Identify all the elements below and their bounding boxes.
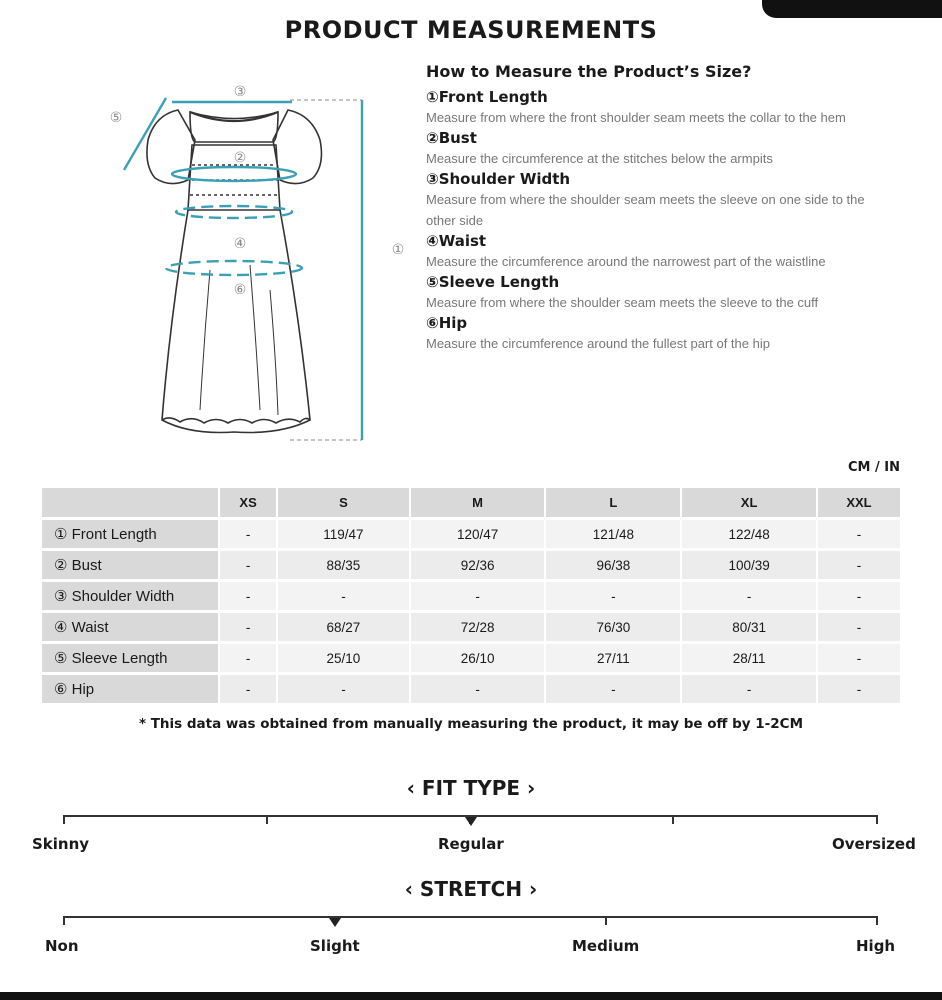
table-cell: 92/36 bbox=[411, 551, 545, 579]
guide-sleeve-title: ⑤Sleeve Length bbox=[426, 273, 560, 291]
table-cell: 122/48 bbox=[682, 520, 816, 548]
fit-scale-tick bbox=[876, 815, 878, 824]
table-cell: 72/28 bbox=[411, 613, 545, 641]
fit-label-oversized: Oversized bbox=[832, 835, 916, 853]
table-cell: 26/10 bbox=[411, 644, 545, 672]
table-cell: 120/47 bbox=[411, 520, 545, 548]
table-cell: - bbox=[682, 582, 816, 610]
table-header-cell: S bbox=[278, 488, 409, 517]
table-row bbox=[42, 520, 900, 548]
sleeve-length-line bbox=[124, 98, 166, 170]
fit-scale-tick bbox=[63, 815, 65, 824]
guide-front-length-desc: Measure from where the front shoulder seam meets the collar to the hem bbox=[426, 110, 846, 125]
table-header-cell bbox=[42, 488, 218, 517]
table-cell: - bbox=[818, 644, 900, 672]
guide-hip-desc: Measure the circumference around the fullest part of the hip bbox=[426, 336, 770, 351]
size-table bbox=[40, 485, 902, 706]
left-sleeve bbox=[147, 110, 195, 184]
guide-bust-title: ②Bust bbox=[426, 129, 477, 147]
stretch-title: ‹ STRETCH › bbox=[404, 877, 538, 901]
page-title: PRODUCT MEASUREMENTS bbox=[284, 16, 658, 44]
table-row bbox=[42, 675, 900, 703]
table-cell: - bbox=[682, 675, 816, 703]
right-sleeve bbox=[273, 110, 321, 184]
table-cell: 88/35 bbox=[278, 551, 409, 579]
table-cell: - bbox=[411, 675, 545, 703]
stretch-level-marker bbox=[329, 918, 341, 927]
table-row bbox=[42, 613, 900, 641]
stretch-label-high: High bbox=[856, 937, 896, 955]
stretch-scale-line bbox=[64, 916, 878, 918]
table-cell: - bbox=[546, 675, 680, 703]
row-label: ② Bust bbox=[42, 551, 218, 579]
table-header-cell: M bbox=[411, 488, 545, 517]
table-cell: - bbox=[220, 551, 276, 579]
stretch-scale-tick bbox=[876, 916, 878, 925]
stretch-label-medium: Medium bbox=[572, 937, 640, 955]
unit-label: CM / IN bbox=[848, 460, 900, 475]
waist-line bbox=[176, 206, 292, 218]
table-cell: - bbox=[818, 551, 900, 579]
table-cell: 100/39 bbox=[682, 551, 816, 579]
table-cell: 25/10 bbox=[278, 644, 409, 672]
table-cell: 27/11 bbox=[546, 644, 680, 672]
measurement-note: * This data was obtained from manually measuring the product, it may be off by 1-2CM bbox=[138, 716, 804, 732]
fit-label-skinny: Skinny bbox=[32, 835, 90, 853]
table-cell: - bbox=[220, 582, 276, 610]
table-cell: - bbox=[546, 582, 680, 610]
table-cell: - bbox=[278, 675, 409, 703]
guide-hip-title: ⑥Hip bbox=[426, 314, 468, 332]
table-header-row bbox=[42, 488, 900, 517]
table-header-cell: L bbox=[546, 488, 680, 517]
guide-heading: How to Measure the Product’s Size? bbox=[426, 62, 752, 81]
marker-5: ⑤ bbox=[109, 110, 123, 126]
fit-scale-tick bbox=[266, 815, 268, 824]
table-header-cell: XL bbox=[682, 488, 816, 517]
table-cell: 80/31 bbox=[682, 613, 816, 641]
table-cell: 28/11 bbox=[682, 644, 816, 672]
table-cell: - bbox=[818, 520, 900, 548]
table-cell: 96/38 bbox=[546, 551, 680, 579]
table-cell: - bbox=[278, 582, 409, 610]
table-header-cell: XXL bbox=[818, 488, 900, 517]
table-cell: 121/48 bbox=[546, 520, 680, 548]
table-cell: - bbox=[818, 613, 900, 641]
marker-2: ② bbox=[233, 150, 247, 166]
hip-line bbox=[166, 261, 302, 275]
dress-illustration bbox=[100, 70, 420, 450]
table-row bbox=[42, 551, 900, 579]
marker-3: ③ bbox=[233, 84, 247, 100]
guide-shoulder-desc: Measure from where the shoulder seam meets the sleeve on one side to the other side bbox=[426, 192, 865, 228]
table-cell: - bbox=[818, 582, 900, 610]
marker-6: ⑥ bbox=[233, 282, 247, 298]
table-row bbox=[42, 582, 900, 610]
guide-bust-desc: Measure the circumference at the stitches below the armpits bbox=[426, 151, 773, 166]
row-label: ④ Waist bbox=[42, 613, 218, 641]
row-label: ① Front Length bbox=[42, 520, 218, 548]
fit-type-title: ‹ FIT TYPE › bbox=[406, 776, 536, 800]
marker-4: ④ bbox=[233, 236, 247, 252]
table-cell: - bbox=[411, 582, 545, 610]
table-cell: - bbox=[220, 613, 276, 641]
table-cell: - bbox=[220, 520, 276, 548]
table-cell: - bbox=[220, 644, 276, 672]
guide-waist-title: ④Waist bbox=[426, 232, 487, 250]
fit-level-marker bbox=[465, 817, 477, 826]
guide-shoulder-title: ③Shoulder Width bbox=[426, 170, 571, 188]
row-label: ⑥ Hip bbox=[42, 675, 218, 703]
table-header-cell: XS bbox=[220, 488, 276, 517]
guide-waist-desc: Measure the circumference around the narrowest part of the waistline bbox=[426, 254, 826, 269]
table-cell: 68/27 bbox=[278, 613, 409, 641]
table-row bbox=[42, 644, 900, 672]
fit-scale-tick bbox=[672, 815, 674, 824]
stretch-scale-tick bbox=[63, 916, 65, 925]
measure-guide bbox=[426, 62, 866, 355]
guide-front-length-title: ①Front Length bbox=[426, 88, 548, 106]
fit-label-regular: Regular bbox=[438, 835, 504, 853]
stretch-label-non: Non bbox=[45, 937, 79, 955]
table-cell: 119/47 bbox=[278, 520, 409, 548]
bottom-bar bbox=[0, 992, 942, 1000]
row-label: ⑤ Sleeve Length bbox=[42, 644, 218, 672]
row-label: ③ Shoulder Width bbox=[42, 582, 218, 610]
guide-sleeve-desc: Measure from where the shoulder seam meets the sleeve to the cuff bbox=[426, 295, 819, 310]
table-cell: - bbox=[220, 675, 276, 703]
stretch-scale-tick bbox=[605, 916, 607, 925]
marker-1: ① bbox=[391, 242, 405, 258]
table-cell: 76/30 bbox=[546, 613, 680, 641]
table-cell: - bbox=[818, 675, 900, 703]
stretch-label-slight: Slight bbox=[310, 937, 360, 955]
